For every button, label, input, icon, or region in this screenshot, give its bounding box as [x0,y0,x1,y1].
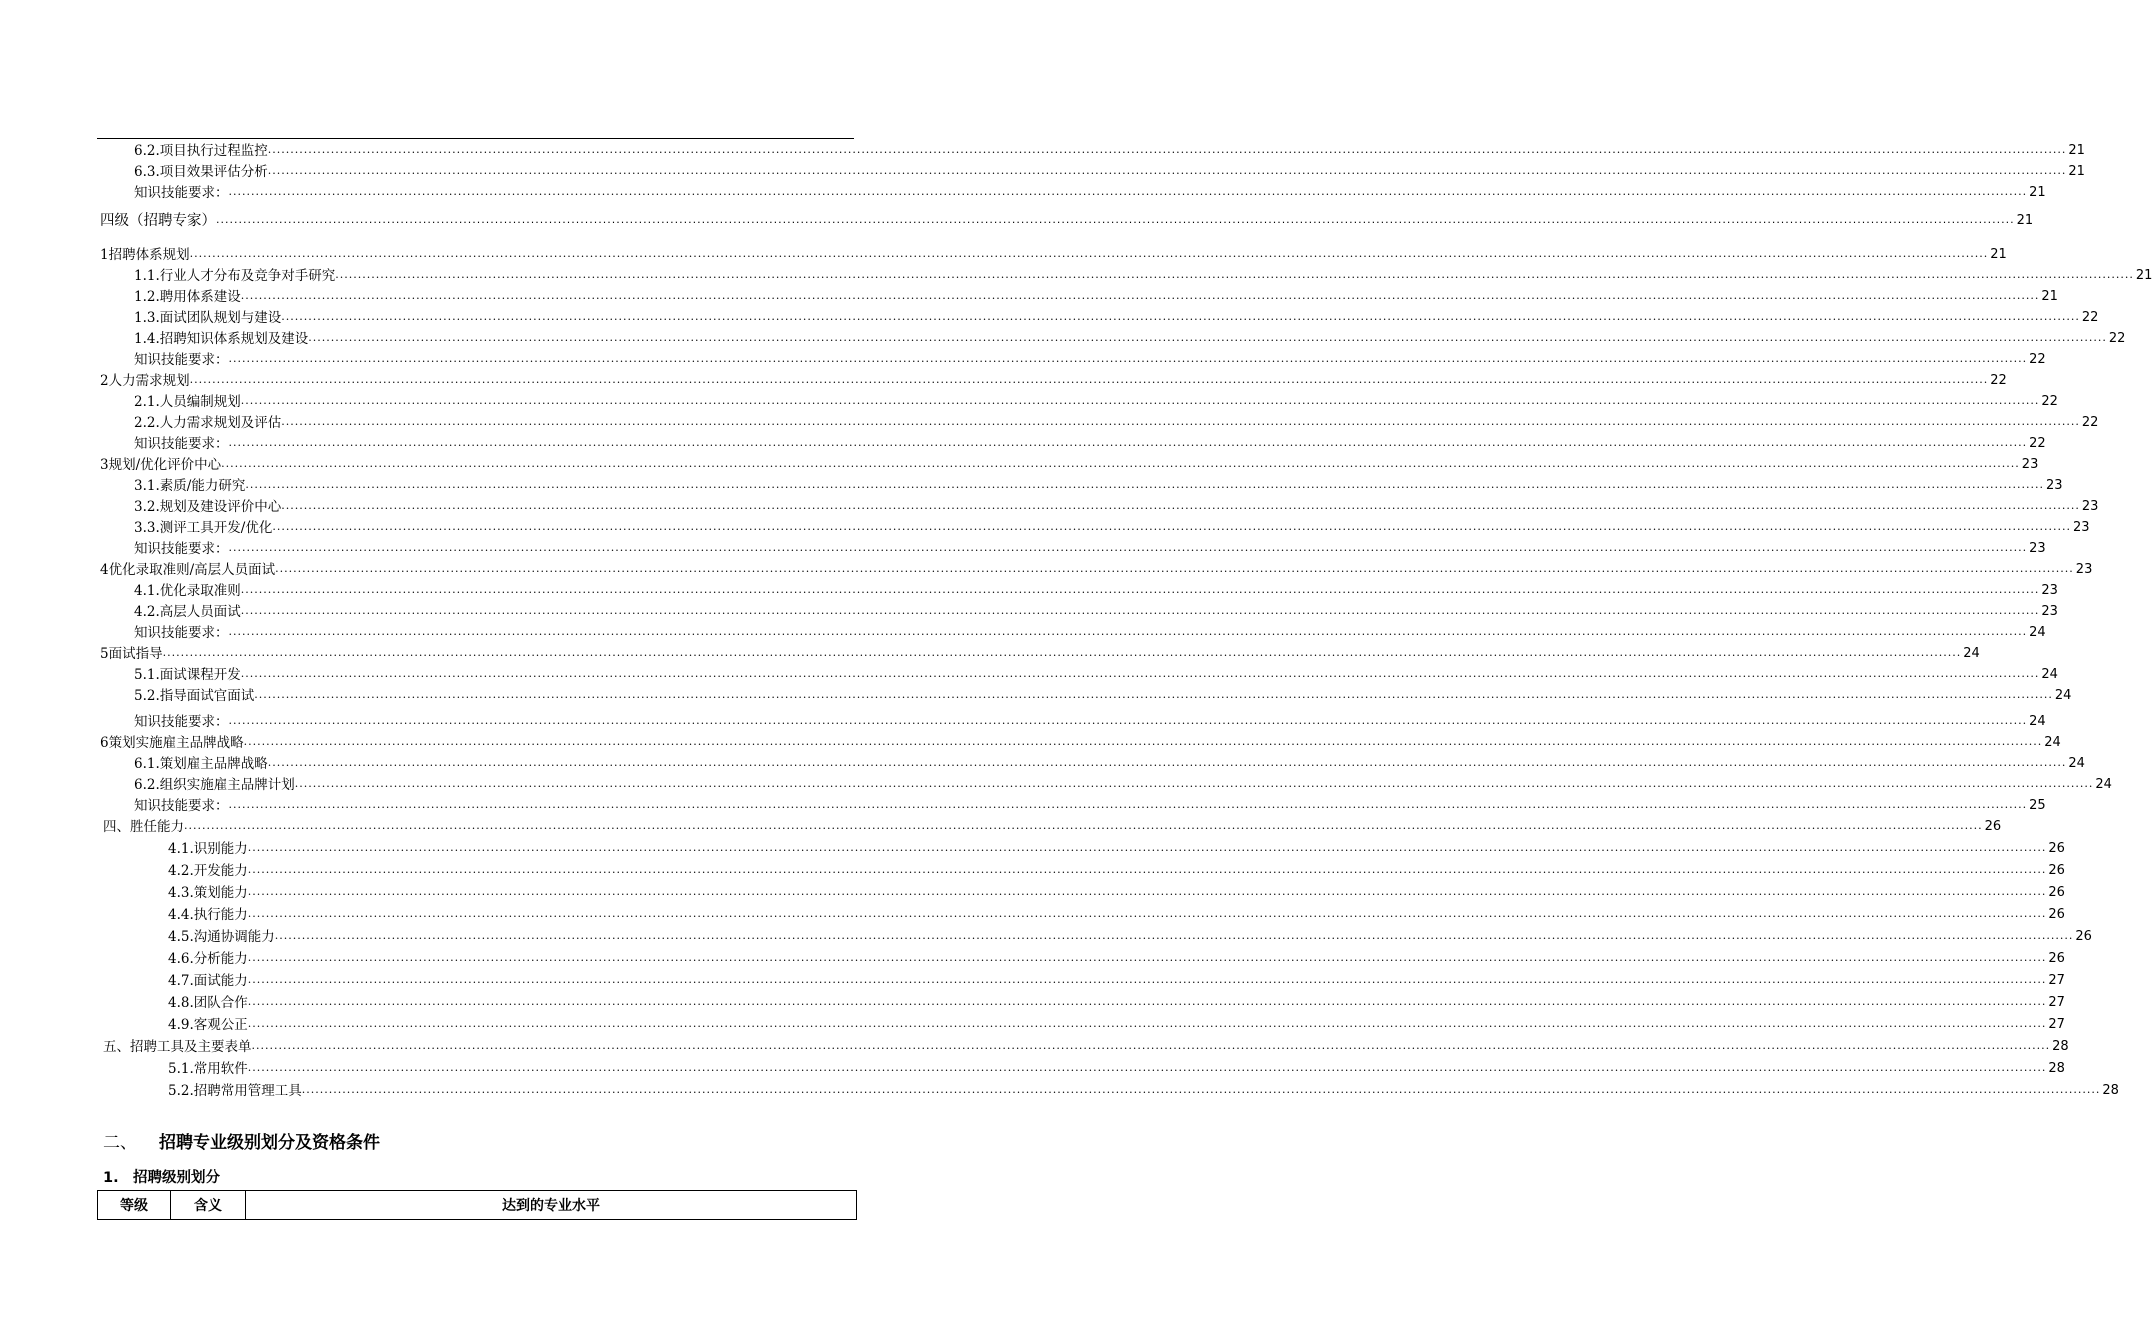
toc-dot-leader: ................................................................................................................................................................................................................................................................................................................................................................................................................ [275,562,2074,575]
toc-dot-leader: ................................................................................................................................................................................................................................................................................................................................................................................................................ [184,819,1983,832]
toc-entry-number: 5.1. [134,667,160,683]
toc-page-number: 23 [2021,457,2039,472]
toc-entry[interactable] [134,710,2046,730]
toc-dot-leader: ................................................................................................................................................................................................................................................................................................................................................................................................................ [228,798,2028,811]
toc-entry-number: 2.2. [134,415,160,431]
toc-entry-number: 4 [100,562,109,578]
toc-dot-leader: ................................................................................................................................................................................................................................................................................................................................................................................................................ [267,143,2067,156]
toc-entry-number: 5.1. [168,1061,194,1077]
toc-entry[interactable] [100,243,2007,263]
toc-entry[interactable] [168,837,2065,857]
toc-entry-title: 知识技能要求： [134,541,229,557]
toc-dot-leader: ................................................................................................................................................................................................................................................................................................................................................................................................................ [240,667,2040,680]
toc-page-number: 24 [2068,756,2085,771]
toc-entry-title: 识别能力 [193,841,248,857]
toc-entry-number: 5.2. [134,688,160,704]
toc-entry[interactable] [134,348,2046,368]
toc-entry-number: 6 [100,735,109,751]
toc-entry-title: 高层人员面试 [159,604,241,620]
toc-entry-number: 1.1. [134,268,160,284]
toc-entry[interactable] [134,495,2099,515]
toc-entry-number: 6.2. [134,777,160,793]
toc-entry[interactable] [134,663,2058,683]
toc-page-number: 21 [1990,247,2007,262]
toc-page-number: 23 [2075,562,2093,577]
toc-page-number: 26 [2048,907,2065,922]
toc-page-number: 28 [2048,1061,2065,1076]
toc-entry-title: 知识技能要求： [134,352,229,368]
toc-entry-title: 项目效果评估分析 [159,164,268,180]
toc-entry-number: 4.8. [168,995,194,1011]
toc-entry[interactable] [134,752,2085,772]
toc-entry[interactable] [168,991,2065,1011]
toc-entry[interactable] [134,160,2085,180]
toc-dot-leader: ................................................................................................................................................................................................................................................................................................................................................................................................................ [240,289,2040,302]
toc-page-number: 24 [2041,667,2058,682]
toc-entry-title: 优化录取准则/高层人员面试 [108,562,276,578]
toc-entry-number: 五、 [103,1039,130,1055]
toc-dot-leader: ................................................................................................................................................................................................................................................................................................................................................................................................................ [294,777,2094,790]
toc-entry[interactable] [103,1035,2069,1055]
toc-entry-title: 团队合作 [193,995,248,1011]
toc-entry-title: 策划能力 [193,885,248,901]
toc-entry-number: 4.3. [168,885,194,901]
toc-entry-number: 1 [100,247,109,263]
toc-entry-title: 胜任能力 [130,819,184,835]
toc-dot-leader: ................................................................................................................................................................................................................................................................................................................................................................................................................ [189,247,1989,260]
toc-entry-title: 聘用体系建设 [159,289,241,305]
toc-entry[interactable] [134,264,2152,284]
toc-entry-title: 面试指导 [108,646,163,662]
toc-entry-title: 常用软件 [193,1061,248,1077]
toc-dot-leader: ................................................................................................................................................................................................................................................................................................................................................................................................................ [274,929,2074,942]
toc-page-number: 23 [2029,541,2046,556]
toc-entry[interactable] [134,579,2058,599]
toc-entry[interactable] [168,1079,2119,1099]
header-meaning: 含义 [171,1191,246,1220]
toc-entry-number: 3.2. [134,499,160,515]
toc-entry[interactable] [134,411,2099,431]
toc-entry[interactable] [134,794,2046,814]
toc-entry-title: 知识技能要求： [134,714,229,730]
subsection-number: 1. [103,1170,119,1186]
toc-page-number: 26 [2048,863,2065,878]
toc-page-number: 26 [1984,819,2002,834]
toc-entry[interactable] [168,1057,2065,1077]
toc-entry[interactable] [168,1013,2065,1033]
toc-entry[interactable] [134,306,2099,326]
toc-entry-title: 知识技能要求： [134,798,229,814]
toc-entry[interactable] [100,369,2007,389]
toc-entry[interactable] [134,285,2058,305]
toc-entry-title: 招聘知识体系规划及建设 [159,331,309,347]
toc-page-number: 22 [2108,331,2126,346]
toc-entry[interactable] [100,453,2039,473]
toc-entry[interactable] [168,881,2065,901]
toc-entry-number: 5 [100,646,109,662]
toc-dot-leader: ................................................................................................................................................................................................................................................................................................................................................................................................................ [247,885,2047,898]
toc-dot-leader: ................................................................................................................................................................................................................................................................................................................................................................................................................ [216,213,2015,226]
toc-entry-number: 3 [100,457,109,473]
toc-entry-number: 4.2. [134,604,160,620]
toc-page-number: 21 [2068,143,2085,158]
toc-page-number: 22 [2081,310,2099,325]
toc-page-number: 22 [2029,436,2046,451]
level-table [97,1190,857,1220]
toc-entry[interactable] [134,621,2046,641]
toc-dot-leader: ................................................................................................................................................................................................................................................................................................................................................................................................................ [272,520,2071,533]
section-heading [103,1128,380,1153]
toc-entry-title: 策划实施雇主品牌战略 [108,735,244,751]
toc-page-number: 27 [2048,973,2065,988]
toc-entry-title: 组织实施雇主品牌计划 [159,777,295,793]
toc-entry-number: 5.2. [168,1083,194,1099]
toc-entry-title: 优化录取准则 [159,583,241,599]
toc-dot-leader: ................................................................................................................................................................................................................................................................................................................................................................................................................ [228,541,2028,554]
subsection-heading [103,1166,220,1187]
toc-entry-title: 测评工具开发/优化 [159,520,273,536]
toc-dot-leader: ................................................................................................................................................................................................................................................................................................................................................................................................................ [162,646,1962,659]
toc-entry-number: 6.3. [134,164,160,180]
toc-page-number: 24 [2054,688,2072,703]
toc-entry-title: 指导面试官面试 [159,688,255,704]
toc-dot-leader: ................................................................................................................................................................................................................................................................................................................................................................................................................ [247,951,2047,964]
toc-dot-leader: ................................................................................................................................................................................................................................................................................................................................................................................................................ [247,973,2047,986]
toc-entry-title: 招聘常用管理工具 [193,1083,302,1099]
toc-page-number: 21 [2135,268,2152,283]
toc-entry[interactable] [134,327,2126,347]
toc-dot-leader: ................................................................................................................................................................................................................................................................................................................................................................................................................ [335,268,2134,281]
toc-entry-number: 1.2. [134,289,160,305]
toc-page-number: 22 [1990,373,2007,388]
toc-entry[interactable] [168,925,2092,945]
toc-entry-number: 4.7. [168,973,194,989]
toc-page-number: 24 [2029,714,2046,729]
toc-entry[interactable] [100,558,2093,578]
toc-entry-title: 执行能力 [193,907,248,923]
toc-entry-title: 人力需求规划 [108,373,190,389]
toc-entry-number: 四、 [103,819,130,835]
toc-entry[interactable] [100,209,2034,229]
toc-entry-number: 4.1. [134,583,160,599]
toc-entry-title: 客观公正 [193,1017,248,1033]
toc-entry-number: 1.4. [134,331,160,347]
toc-page-number: 21 [2068,164,2085,179]
toc-entry-number: 4.1. [168,841,194,857]
toc-dot-leader: ................................................................................................................................................................................................................................................................................................................................................................................................................ [251,1039,2051,1052]
toc-page-number: 26 [2048,885,2065,900]
toc-entry-title: 面试团队规划与建设 [159,310,282,326]
toc-entry-title: 招聘工具及主要表单 [130,1039,252,1055]
toc-dot-leader: ................................................................................................................................................................................................................................................................................................................................................................................................................ [228,625,2028,638]
toc-entry-number: 4.4. [168,907,194,923]
toc-dot-leader: ................................................................................................................................................................................................................................................................................................................................................................................................................ [254,688,2053,701]
toc-entry-title: 规划及建设评价中心 [159,499,282,515]
toc-dot-leader: ................................................................................................................................................................................................................................................................................................................................................................................................................ [247,863,2047,876]
toc-dot-leader: ................................................................................................................................................................................................................................................................................................................................................................................................................ [240,583,2040,596]
toc-entry-title: 策划雇主品牌战略 [159,756,268,772]
toc-dot-leader: ................................................................................................................................................................................................................................................................................................................................................................................................................ [247,1061,2047,1074]
toc-entry[interactable] [100,642,1980,662]
section-title: 招聘专业级别划分及资格条件 [159,1133,380,1153]
section-number: 二、 [103,1133,137,1153]
toc-entry-number: 4.9. [168,1017,194,1033]
toc-entry-number: 2.1. [134,394,160,410]
toc-entry-title: 行业人才分布及竞争对手研究 [159,268,336,284]
toc-entry[interactable] [168,947,2065,967]
toc-entry[interactable] [168,859,2065,879]
toc-page-number: 21 [2016,213,2034,228]
toc-entry-number: 6.1. [134,756,160,772]
toc-dot-leader: ................................................................................................................................................................................................................................................................................................................................................................................................................ [308,331,2107,344]
toc-entry[interactable] [134,390,2058,410]
table-header-row [98,1191,857,1220]
toc-entry[interactable] [134,684,2072,704]
toc-page-number: 22 [2041,394,2058,409]
toc-entry[interactable] [168,903,2065,923]
toc-page-number: 23 [2045,478,2063,493]
toc-entry-number: 6.2. [134,143,160,159]
toc-entry-title: 素质/能力研究 [159,478,246,494]
toc-entry[interactable] [134,537,2046,557]
toc-dot-leader: ................................................................................................................................................................................................................................................................................................................................................................................................................ [281,499,2080,512]
toc-page-number: 21 [2041,289,2058,304]
toc-dot-leader: ................................................................................................................................................................................................................................................................................................................................................................................................................ [247,1017,2047,1030]
toc-page-number: 24 [1963,646,1980,661]
toc-entry-title: 四级（招聘专家） [100,213,216,229]
toc-dot-leader: ................................................................................................................................................................................................................................................................................................................................................................................................................ [228,185,2028,198]
toc-page-number: 28 [2052,1039,2069,1054]
toc-dot-leader: ................................................................................................................................................................................................................................................................................................................................................................................................................ [243,735,2043,748]
toc-entry-title: 面试能力 [193,973,248,989]
toc-page-number: 27 [2048,995,2065,1010]
toc-dot-leader: ................................................................................................................................................................................................................................................................................................................................................................................................................ [189,373,1989,386]
toc-entry-number: 3.3. [134,520,160,536]
toc-dot-leader: ................................................................................................................................................................................................................................................................................................................................................................................................................ [267,164,2067,177]
toc-dot-leader: ................................................................................................................................................................................................................................................................................................................................................................................................................ [267,756,2067,769]
toc-entry-title: 知识技能要求： [134,185,229,201]
toc-page-number: 25 [2029,798,2046,813]
toc-page-number: 22 [2029,352,2046,367]
toc-entry[interactable] [134,600,2058,620]
toc-entry-title: 知识技能要求： [134,625,229,641]
toc-entry-number: 4.5. [168,929,194,945]
toc-entry[interactable] [100,731,2061,751]
toc-entry-title: 人员编制规划 [159,394,241,410]
toc-entry[interactable] [134,181,2046,201]
toc-page-number: 23 [2041,583,2058,598]
toc-entry-number: 2 [100,373,109,389]
header-professional-level: 达到的专业水平 [246,1191,857,1220]
toc-entry[interactable] [134,474,2063,494]
toc-page-number: 26 [2075,929,2092,944]
toc-dot-leader: ................................................................................................................................................................................................................................................................................................................................................................................................................ [240,394,2040,407]
toc-page-number: 23 [2081,499,2099,514]
toc-dot-leader: ................................................................................................................................................................................................................................................................................................................................................................................................................ [240,604,2040,617]
toc-entry-title: 规划/优化评价中心 [108,457,222,473]
toc-entry-title: 项目执行过程监控 [159,143,268,159]
subsection-title: 招聘级别划分 [133,1170,220,1186]
toc-page-number: 23 [2072,520,2090,535]
toc-entry[interactable] [134,516,2090,536]
toc-dot-leader: ................................................................................................................................................................................................................................................................................................................................................................................................................ [281,415,2080,428]
toc-dot-leader: ................................................................................................................................................................................................................................................................................................................................................................................................................ [228,352,2028,365]
toc-entry[interactable] [134,432,2046,452]
toc-entry-title: 招聘体系规划 [108,247,190,263]
toc-page-number: 24 [2095,777,2112,792]
toc-page-number: 28 [2102,1083,2119,1098]
toc-page-number: 23 [2041,604,2058,619]
toc-entry-number: 4.2. [168,863,194,879]
toc-page-number: 21 [2029,185,2046,200]
toc-entry-title: 面试课程开发 [159,667,241,683]
toc-entry[interactable] [134,773,2112,793]
toc-page-number: 26 [2048,841,2065,856]
toc-entry[interactable] [103,815,2002,835]
toc-page-number: 27 [2048,1017,2065,1032]
toc-dot-leader: ................................................................................................................................................................................................................................................................................................................................................................................................................ [301,1083,2101,1096]
toc-entry-number: 1.3. [134,310,160,326]
toc-page-number: 26 [2048,951,2065,966]
toc-page-number: 22 [2081,415,2099,430]
toc-dot-leader: ................................................................................................................................................................................................................................................................................................................................................................................................................ [228,436,2028,449]
toc-page-number: 24 [2044,735,2061,750]
toc-entry-number: 4.6. [168,951,194,967]
toc-dot-leader: ................................................................................................................................................................................................................................................................................................................................................................................................................ [281,310,2080,323]
toc-entry-title: 沟通协调能力 [193,929,275,945]
toc-dot-leader: ................................................................................................................................................................................................................................................................................................................................................................................................................ [247,841,2047,854]
toc-page-number: 24 [2029,625,2046,640]
toc-entry-title: 知识技能要求： [134,436,229,452]
toc-dot-leader: ................................................................................................................................................................................................................................................................................................................................................................................................................ [247,907,2047,920]
toc-entry[interactable] [134,139,2085,159]
toc-entry-title: 分析能力 [193,951,248,967]
toc-dot-leader: ................................................................................................................................................................................................................................................................................................................................................................................................................ [228,714,2028,727]
toc-entry-title: 开发能力 [193,863,248,879]
toc-dot-leader: ................................................................................................................................................................................................................................................................................................................................................................................................................ [245,478,2044,491]
toc-dot-leader: ................................................................................................................................................................................................................................................................................................................................................................................................................ [247,995,2047,1008]
header-level: 等级 [98,1191,171,1220]
toc-entry[interactable] [168,969,2065,989]
toc-entry-number: 3.1. [134,478,160,494]
toc-entry-title: 人力需求规划及评估 [159,415,282,431]
toc-dot-leader: ................................................................................................................................................................................................................................................................................................................................................................................................................ [221,457,2020,470]
